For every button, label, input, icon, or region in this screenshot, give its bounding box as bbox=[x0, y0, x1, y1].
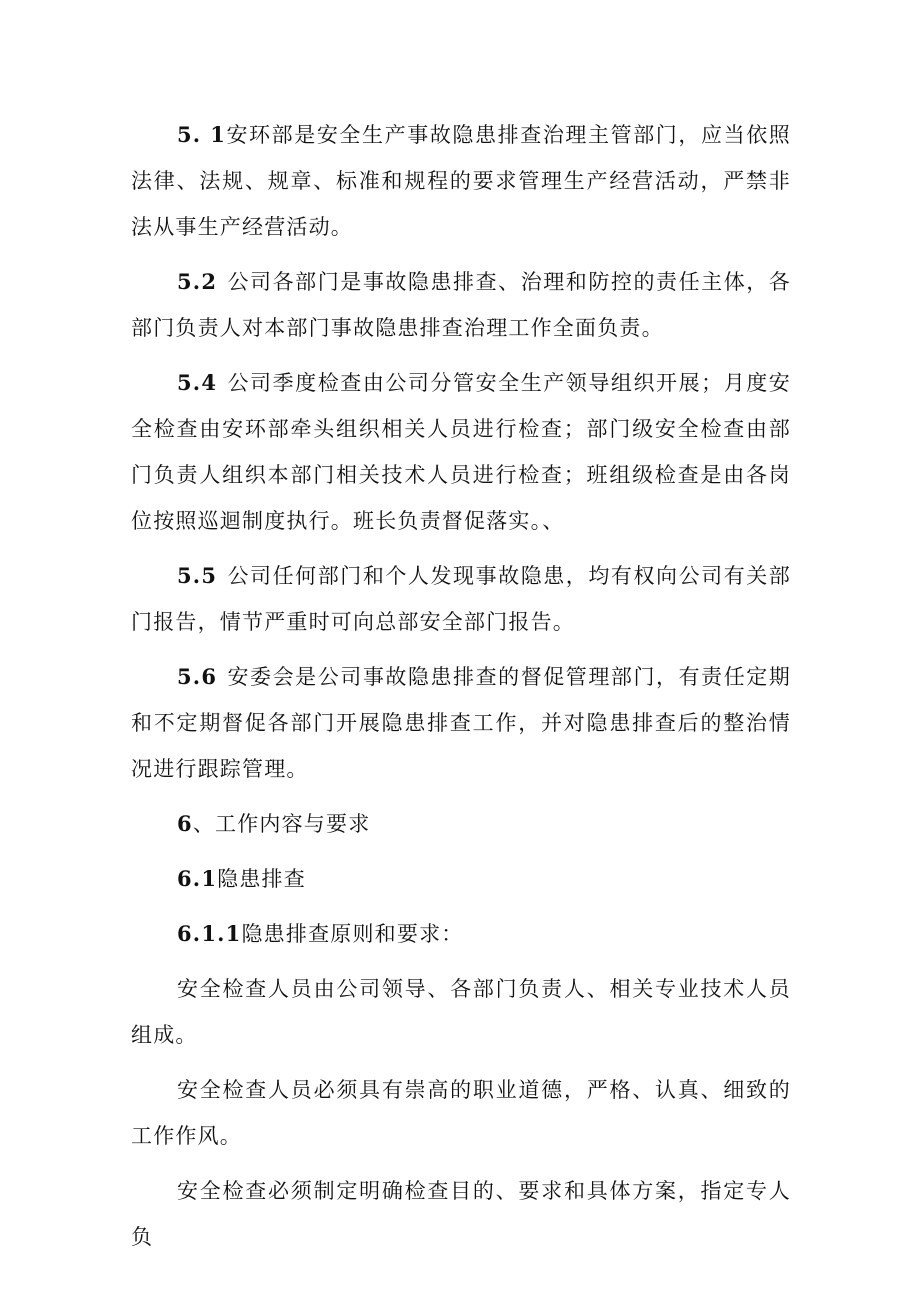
heading-6-1 bbox=[131, 856, 791, 902]
paragraph-text: 公司任何部门和个人发现事故隐患，均有权向公司有关部门报告，情节严重时可向总部安全部门报告。 bbox=[131, 564, 791, 634]
section-number: 5.5 bbox=[177, 563, 218, 588]
paragraph-5-1 bbox=[131, 112, 791, 250]
paragraph-text: 安全检查必须制定明确检查目的、要求和具体方案，指定专人负 bbox=[131, 1179, 791, 1249]
section-number: 5.6 bbox=[177, 664, 218, 689]
paragraph-text: 安环部是安全生产事故隐患排查治理主管部门，应当依照法律、法规、规章、标准和规程的要求管理生产经营活动，严禁非法从事生产经营活动。 bbox=[131, 123, 791, 239]
paragraph-text: 安全检查人员由公司领导、各部门负责人、相关专业技术人员组成。 bbox=[131, 977, 791, 1047]
heading-text: 隐患排查原则和要求： bbox=[241, 922, 464, 946]
paragraph-ethics bbox=[131, 1067, 791, 1159]
heading-6 bbox=[131, 801, 791, 847]
paragraph-text: 公司季度检查由公司分管安全生产领导组织开展；月度安全检查由安环部牵头组织相关人员进行检查；部门级安全检查由部门负责人组织本部门相关技术人员进行检查；班组级检查是由各岗位按照巡迴制度执行。班长负责督促落实。、 bbox=[131, 371, 791, 533]
paragraph-inspectors bbox=[131, 966, 791, 1058]
paragraph-5-5 bbox=[131, 553, 791, 645]
section-number: 5. 1 bbox=[177, 122, 227, 147]
paragraph-text: 公司各部门是事故隐患排查、治理和防控的责任主体，各部门负责人对本部门事故隐患排查治理工作全面负责。 bbox=[131, 270, 791, 340]
section-number: 6 bbox=[177, 811, 193, 836]
section-number: 6.1 bbox=[177, 866, 218, 891]
paragraph-text: 安委会是公司事故隐患排查的督促管理部门，有责任定期和不定期督促各部门开展隐患排查工作，并对隐患排查后的整治情况进行跟踪管理。 bbox=[131, 665, 791, 781]
heading-text: 隐患排查 bbox=[217, 867, 306, 891]
document-body bbox=[131, 112, 791, 1269]
paragraph-plan bbox=[131, 1168, 791, 1260]
paragraph-5-4 bbox=[131, 360, 791, 544]
paragraph-text: 安全检查人员必须具有崇高的职业道德，严格、认真、细致的工作作风。 bbox=[131, 1078, 791, 1148]
heading-text: 、工作内容与要求 bbox=[192, 812, 371, 836]
paragraph-5-6 bbox=[131, 654, 791, 792]
heading-6-1-1 bbox=[131, 911, 791, 957]
section-number: 5.4 bbox=[177, 370, 218, 395]
section-number: 5.2 bbox=[177, 269, 218, 294]
paragraph-5-2 bbox=[131, 259, 791, 351]
section-number: 6.1.1 bbox=[177, 921, 242, 946]
